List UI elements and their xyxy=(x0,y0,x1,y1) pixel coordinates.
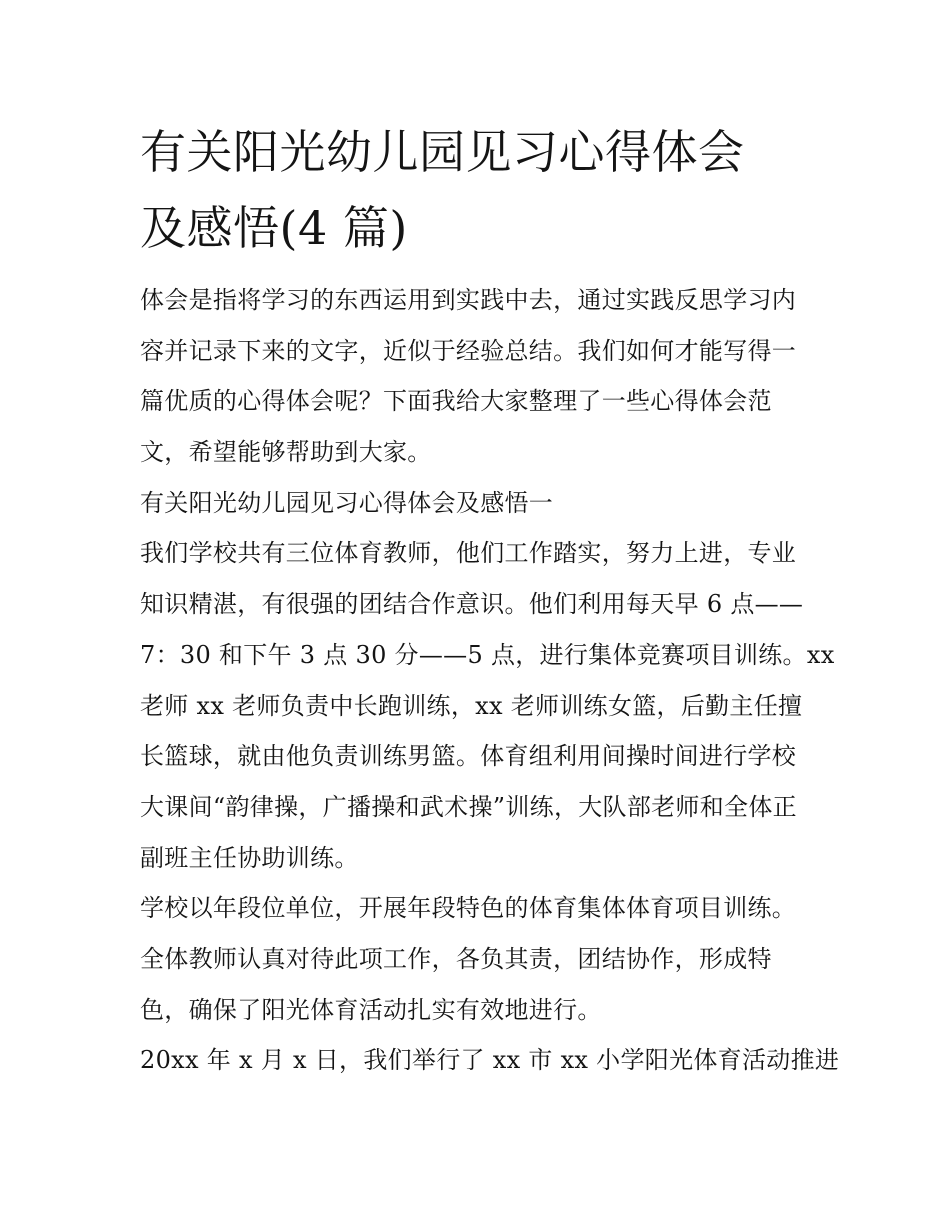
body-line: 学校以年段位单位，开展年段特色的体育集体体育项目训练。 xyxy=(140,894,797,923)
body-line: 色，确保了阳光体育活动扎实有效地进行。 xyxy=(140,995,602,1024)
body-line: 副班主任协助训练。 xyxy=(140,843,359,872)
body-line: 长篮球，就由他负责训练男篮。体育组利用间操时间进行学校 xyxy=(140,742,797,771)
document-body xyxy=(140,275,840,1086)
body-line: 全体教师认真对待此项工作，各负其责，团结协作，形成特 xyxy=(140,944,772,973)
body-line: 大课间“韵律操，广播操和武术操”训练，大队部老师和全体正 xyxy=(140,792,797,821)
body-line: 我们学校共有三位体育教师，他们工作踏实，努力上进，专业 xyxy=(140,539,797,568)
title-line: 及感悟(4 篇) xyxy=(140,201,408,255)
body-line: 文，希望能够帮助到大家。 xyxy=(140,438,432,467)
body-line: 老师 xx 老师负责中长跑训练，xx 老师训练女篮，后勤主任擅 xyxy=(140,691,803,720)
section-heading: 有关阳光幼儿园见习心得体会及感悟一 xyxy=(140,488,554,517)
body-line: 容并记录下来的文字，近似于经验总结。我们如何才能写得一 xyxy=(140,336,797,365)
document-title xyxy=(140,114,830,266)
body-line: 知识精湛，有很强的团结合作意识。他们利用每天早 6 点—— xyxy=(140,590,804,619)
body-line: 7：30 和下午 3 点 30 分——5 点，进行集体竞赛项目训练。xx xyxy=(140,640,835,669)
body-line: 体会是指将学习的东西运用到实践中去，通过实践反思学习内 xyxy=(140,286,797,314)
title-line: 有关阳光幼儿园见习心得体会 xyxy=(140,125,745,179)
body-line: 20xx 年 x 月 x 日，我们举行了 xx 市 xx 小学阳光体育活动推进 xyxy=(140,1046,840,1075)
body-line: 篇优质的心得体会呢？下面我给大家整理了一些心得体会范 xyxy=(140,387,772,416)
